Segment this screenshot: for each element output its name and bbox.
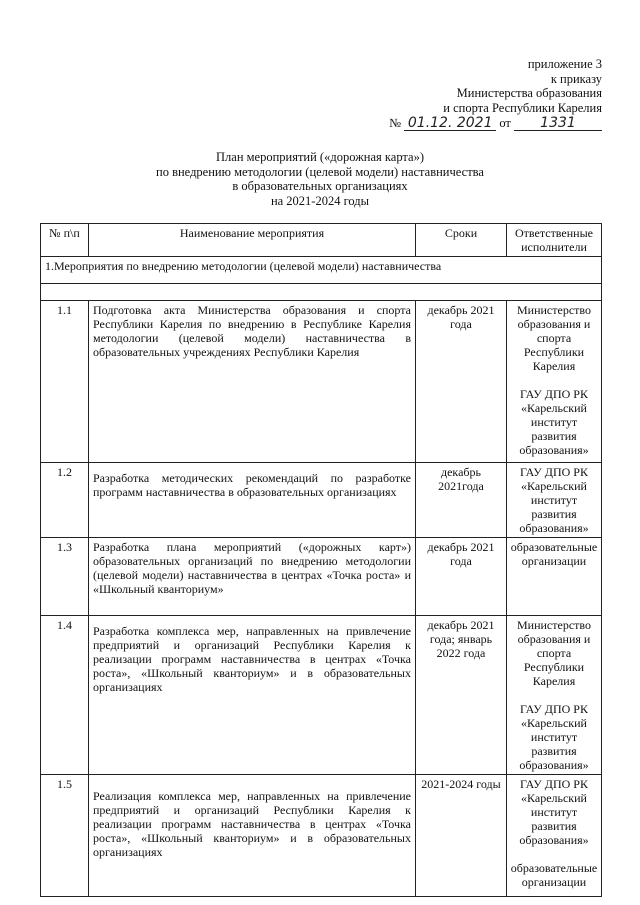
row-name: Разработка методических рекомендаций по разработке программ наставничества в образовательных организациях [89,463,416,538]
resp-secondary: образовательные организации [510,861,598,889]
title-line-1: План мероприятий («дорожная карта») [216,150,424,164]
row-num: 1.1 [41,301,89,463]
header-name: Наименование мероприятия [89,224,416,257]
section-title: 1.Мероприятия по внедрению методологии (целевой модели) наставничества [41,257,602,284]
row-term: 2021-2024 годы [416,775,507,897]
order-date-handwritten: 01.12. 2021 [404,117,496,131]
row-name: Подготовка акта Министерства образования и спорта Республики Карелия по внедрению в Республике Карелия методологии (целевой модели) наставничества в образовательных учреждениях Республики Карелия [89,301,416,463]
row-name: Разработка плана мероприятий («дорожных карт») образовательных организаций по внедрению методологии (целевой модели) наставничества в центрах «Точка роста» и «Школьный кванториум» [89,538,416,616]
annex-header [389,57,602,131]
plan-table [40,223,602,897]
row-name: Реализация комплекса мер, направленных на привлечение предприятий и организаций Республики Карелия к реализации программ наставничества в центрах «Точка роста», «Школьный кванториум» и в образовательных организациях [89,775,416,897]
order-number-line [389,116,602,131]
row-name: Разработка комплекса мер, направленных на привлечение предприятий и организаций Республики Карелия к реализации программ наставничества в центрах «Точка роста», «Школьный кванториум» и в образовательных организациях [89,616,416,775]
table-row [41,775,602,897]
order-number-handwritten: 1331 [514,117,602,131]
row-num: 1.2 [41,463,89,538]
row-term: декабрь 2021 года; январь 2022 года [416,616,507,775]
row-term: декабрь 2021 года [416,538,507,616]
row-resp [507,775,602,897]
resp-primary: Министерство образования и спорта Республики Карелия [517,303,591,373]
resp-primary: Министерство образования и спорта Республики Карелия [517,618,591,688]
row-num: 1.4 [41,616,89,775]
annex-line-2: к приказу [550,71,602,86]
row-term: декабрь 2021года [416,463,507,538]
row-resp [507,616,602,775]
annex-line-1: приложение 3 [527,57,602,71]
row-num: 1.3 [41,538,89,616]
from-label: от [499,116,511,130]
table-row [41,463,602,538]
title-line-3: в образовательных организациях [232,179,408,193]
header-term: Сроки [416,224,507,257]
row-term: декабрь 2021 года [416,301,507,463]
title-line-4: на 2021-2024 годы [270,193,370,208]
number-label: № [389,116,402,130]
table-header-row [41,224,602,257]
header-resp: Ответственные исполнители [507,224,602,257]
row-resp: ГАУ ДПО РК «Карельский институт развития образования» [507,463,602,538]
table-row [41,538,602,616]
document-title [0,150,640,208]
table-row [41,301,602,463]
resp-primary: ГАУ ДПО РК «Карельский институт развития образования» [519,777,589,847]
section-row [41,257,602,284]
spacer-row [41,284,602,301]
row-num: 1.5 [41,775,89,897]
resp-secondary: ГАУ ДПО РК «Карельский институт развития образования» [519,387,589,457]
resp-secondary: ГАУ ДПО РК «Карельский институт развития образования» [519,702,589,772]
header-num: № п\п [41,224,89,257]
annex-line-3: Министерства образования [456,86,602,100]
row-resp: образовательные организации [507,538,602,616]
row-resp [507,301,602,463]
table-row [41,616,602,775]
title-line-2: по внедрению методологии (целевой модели) наставничества [156,164,484,179]
annex-line-4: и спорта Республики Карелия [443,100,602,115]
